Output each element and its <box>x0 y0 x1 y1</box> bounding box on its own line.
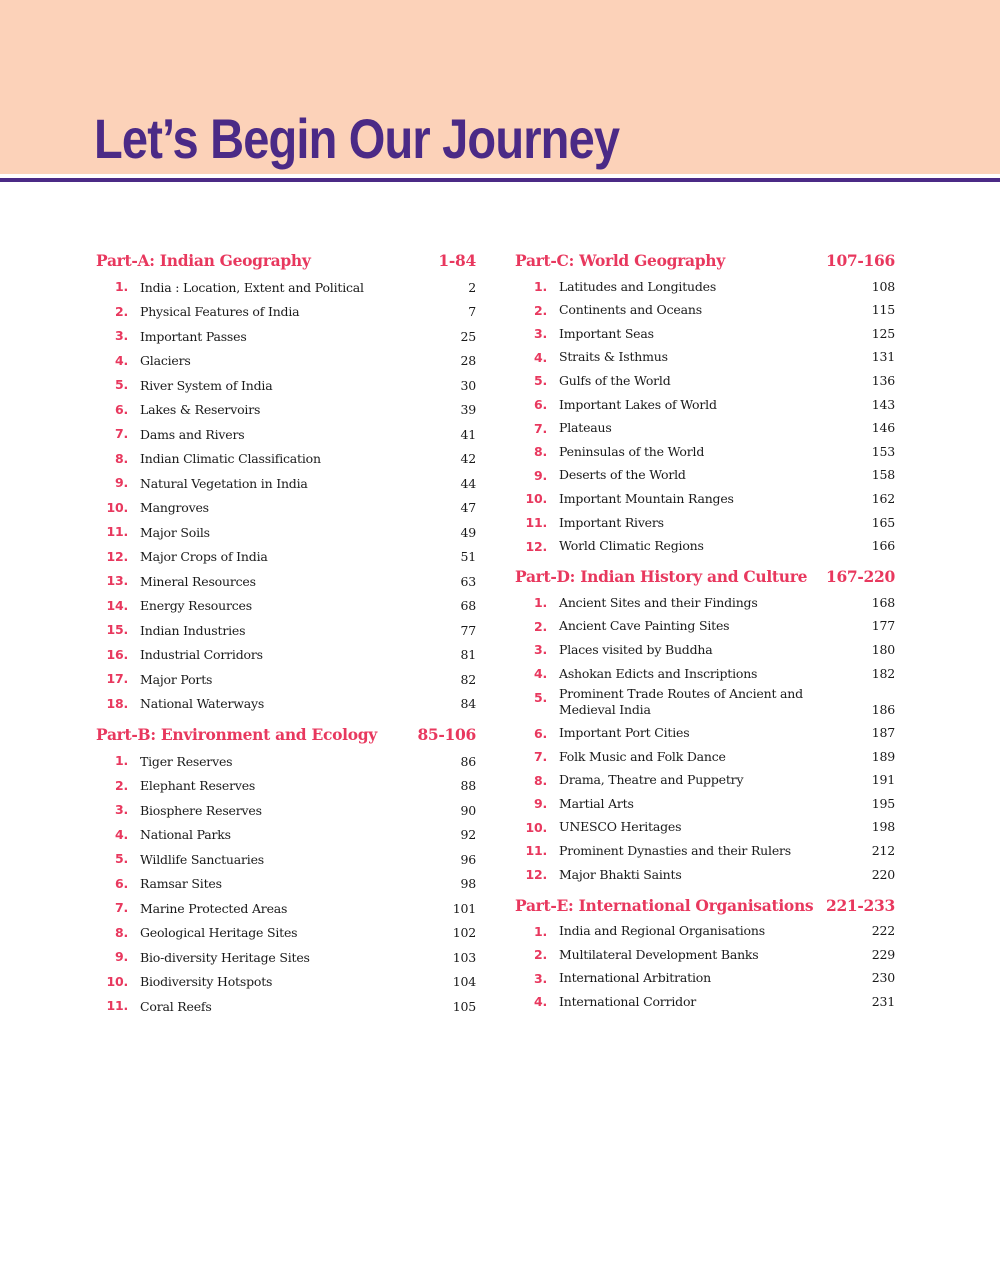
entry-page-number: 177 <box>871 618 895 634</box>
toc-entry[interactable] <box>96 847 476 872</box>
page-title: Let’s Begin Our Journey <box>94 107 620 170</box>
toc-entry[interactable] <box>515 369 895 393</box>
entry-number: 12. <box>106 548 128 564</box>
entry-number: 3. <box>533 970 547 986</box>
entry-page-number: 81 <box>460 647 476 662</box>
toc-entry[interactable] <box>515 769 895 793</box>
toc-entry[interactable] <box>515 863 895 887</box>
toc-entry[interactable] <box>96 643 476 668</box>
entry-page-number: 146 <box>871 420 895 436</box>
entry-number: 6. <box>114 875 128 891</box>
toc-entry[interactable] <box>515 990 895 1014</box>
entry-number: 5. <box>533 373 547 389</box>
entry-number: 11. <box>525 514 547 530</box>
part-heading[interactable] <box>96 250 476 272</box>
entry-page-number: 105 <box>452 998 476 1014</box>
entry-page-number: 63 <box>460 573 476 589</box>
entry-page-number: 195 <box>871 795 895 811</box>
entry-page-number: 30 <box>460 377 476 393</box>
entry-title: National Parks <box>140 827 231 842</box>
entry-number: 18. <box>106 695 128 711</box>
entry-title: Peninsulas of the World <box>559 443 705 459</box>
toc-entry[interactable] <box>515 464 895 488</box>
entry-title: Continents and Oceans <box>559 302 702 318</box>
entry-number: 2. <box>114 303 128 319</box>
entry-page-number: 229 <box>871 946 895 962</box>
entry-title: Ramsar Sites <box>140 876 222 891</box>
toc-entry[interactable] <box>515 591 895 615</box>
toc-part <box>96 250 476 716</box>
entry-title: Folk Music and Folk Dance <box>559 748 726 764</box>
toc-entry[interactable] <box>515 322 895 346</box>
entry-page-number: 49 <box>460 524 476 540</box>
entry-page-number: 86 <box>460 753 476 769</box>
toc-entry[interactable] <box>515 839 895 863</box>
toc-entry[interactable] <box>96 569 476 594</box>
entry-title: Martial Arts <box>559 795 634 811</box>
entry-number: 1. <box>114 753 128 768</box>
entry-number: 17. <box>106 671 128 686</box>
entry-number: 8. <box>114 924 128 940</box>
entry-title: Marine Protected Areas <box>140 900 288 916</box>
entry-number: 12. <box>525 538 547 554</box>
entry-title: Prominent Trade Routes of Ancient and Medieval India <box>559 685 803 717</box>
entry-title: Major Crops of India <box>140 549 268 564</box>
toc-entry[interactable] <box>96 373 476 398</box>
entry-page-number: 42 <box>460 451 476 466</box>
entry-title: Tiger Reserves <box>140 753 233 769</box>
entry-number: 3. <box>114 328 128 343</box>
entry-page-number: 7 <box>468 304 476 319</box>
toc-entry[interactable] <box>515 440 895 464</box>
entry-page-number: 2 <box>468 279 476 295</box>
part-page-range: 221-233 <box>825 895 895 915</box>
entry-page-number: 231 <box>871 994 895 1010</box>
entry-number: 10. <box>106 499 128 515</box>
toc-entry[interactable] <box>96 994 476 1019</box>
toc-entry[interactable] <box>96 594 476 619</box>
entry-page-number: 143 <box>871 396 895 412</box>
entry-number: 3. <box>114 802 128 817</box>
entry-title: Multilateral Development Banks <box>559 946 759 962</box>
entry-number: 12. <box>525 867 547 883</box>
entry-number: 7. <box>114 426 128 441</box>
toc-entry[interactable] <box>96 921 476 946</box>
toc-entry[interactable] <box>96 545 476 570</box>
toc-entry[interactable] <box>515 662 895 686</box>
entry-page-number: 104 <box>452 974 476 989</box>
entry-number: 11. <box>525 843 547 859</box>
entry-title: Latitudes and Longitudes <box>559 278 717 294</box>
toc-entry[interactable] <box>515 487 895 511</box>
entry-page-number: 131 <box>871 349 895 365</box>
entry-number: 10. <box>106 973 128 989</box>
entry-number: 9. <box>114 949 128 964</box>
entry-number: 4. <box>533 665 547 681</box>
entry-title: Indian Industries <box>140 622 246 638</box>
entry-title: Mineral Resources <box>140 573 256 589</box>
entry-title: Plateaus <box>559 420 612 436</box>
entry-number: 4. <box>533 349 547 365</box>
entry-page-number: 98 <box>460 876 476 891</box>
entry-title: Biodiversity Hotspots <box>140 974 273 989</box>
entry-title: Lakes & Reservoirs <box>140 402 261 417</box>
toc-entry[interactable] <box>515 920 895 944</box>
entry-page-number: 158 <box>871 467 895 483</box>
entry-page-number: 108 <box>871 278 895 294</box>
toc-entry[interactable] <box>96 447 476 472</box>
entry-number: 6. <box>533 725 547 741</box>
entry-title: Ancient Cave Painting Sites <box>559 618 730 634</box>
entry-page-number: 230 <box>871 970 895 986</box>
toc-entry[interactable] <box>96 872 476 897</box>
entry-number: 7. <box>114 900 128 915</box>
toc-entry[interactable] <box>515 943 895 967</box>
toc-entry[interactable] <box>515 967 895 991</box>
toc-entry[interactable] <box>515 393 895 417</box>
part-page-range: 167-220 <box>825 567 895 587</box>
entry-title: Biosphere Reserves <box>140 802 262 818</box>
entry-number: 9. <box>114 475 128 490</box>
entry-number: 14. <box>106 597 128 613</box>
entry-number: 2. <box>533 618 547 634</box>
entry-page-number: 153 <box>871 443 895 459</box>
entry-number: 10. <box>525 819 547 835</box>
entry-page-number: 191 <box>871 772 895 788</box>
part-title: Part-A: Indian Geography <box>96 251 311 270</box>
entry-number: 6. <box>533 396 547 412</box>
entry-number: 4. <box>114 826 128 842</box>
toc-part <box>96 724 476 1019</box>
part-heading[interactable] <box>515 566 895 588</box>
entry-number: 4. <box>533 994 547 1010</box>
entry-title: Prominent Dynasties and their Rulers <box>559 843 792 859</box>
entry-page-number: 103 <box>452 949 476 965</box>
entry-number: 8. <box>114 450 128 466</box>
entry-title: Dams and Rivers <box>140 426 245 442</box>
entry-title: Important Lakes of World <box>559 396 717 412</box>
entry-page-number: 101 <box>452 900 476 916</box>
entry-number: 1. <box>533 279 547 294</box>
toc-entry[interactable] <box>96 471 476 496</box>
toc-entry[interactable] <box>96 774 476 799</box>
entry-page-number: 77 <box>460 622 476 638</box>
toc-entry[interactable] <box>515 275 895 299</box>
entry-title: River System of India <box>140 377 273 393</box>
toc-entry[interactable] <box>515 299 895 323</box>
entry-title: Deserts of the World <box>559 467 686 483</box>
entry-title: Ashokan Edicts and Inscriptions <box>559 665 758 681</box>
toc-entry[interactable] <box>515 722 895 746</box>
entry-page-number: 28 <box>460 353 476 368</box>
part-title: Part-C: World Geography <box>515 251 725 270</box>
entry-title: Elephant Reserves <box>140 778 256 793</box>
entry-title: Coral Reefs <box>140 998 212 1014</box>
toc-entry[interactable] <box>96 618 476 643</box>
toc-entry[interactable] <box>515 535 895 559</box>
entry-page-number: 39 <box>460 402 476 417</box>
entry-title: Glaciers <box>140 353 191 368</box>
entry-number: 5. <box>114 377 128 392</box>
entry-title: Major Soils <box>140 524 210 540</box>
part-title: Part-D: Indian History and Culture <box>515 567 808 587</box>
entry-page-number: 186 <box>871 701 895 717</box>
entry-number: 4. <box>114 352 128 368</box>
entry-title: India : Location, Extent and Political <box>140 279 364 295</box>
entry-page-number: 96 <box>460 851 476 867</box>
part-page-range: 1-84 <box>438 251 476 270</box>
entry-title: International Corridor <box>559 994 697 1010</box>
entry-number: 13. <box>106 573 128 588</box>
entry-title: Important Rivers <box>559 514 664 530</box>
part-page-range: 107-166 <box>825 251 895 270</box>
toc-entry[interactable] <box>515 615 895 639</box>
entry-page-number: 180 <box>871 641 895 657</box>
entry-number: 2. <box>533 302 547 318</box>
part-title: Part-B: Environment and Ecology <box>96 725 378 744</box>
entry-page-number: 136 <box>871 372 895 388</box>
entry-number: 3. <box>533 642 547 658</box>
toc-entry[interactable] <box>515 686 895 722</box>
entry-number: 16. <box>106 646 128 662</box>
entry-page-number: 198 <box>871 819 895 835</box>
entry-title: Important Port Cities <box>559 725 690 741</box>
entry-number: 2. <box>533 947 547 963</box>
toc-entry[interactable] <box>96 823 476 848</box>
toc-entry[interactable] <box>96 275 476 300</box>
toc-entry[interactable] <box>96 970 476 995</box>
entry-page-number: 166 <box>871 538 895 554</box>
toc-entry[interactable] <box>96 945 476 970</box>
entry-page-number: 189 <box>871 748 895 764</box>
entry-number: 7. <box>533 749 547 765</box>
entry-title: Geological Heritage Sites <box>140 925 298 940</box>
entry-title: Important Mountain Ranges <box>559 490 734 506</box>
entry-page-number: 92 <box>460 827 476 842</box>
toc-entry[interactable] <box>96 896 476 921</box>
entry-number: 11. <box>106 998 128 1013</box>
entry-title: Drama, Theatre and Puppetry <box>559 772 744 788</box>
toc-right-column <box>515 250 895 1022</box>
toc-entry[interactable] <box>515 816 895 840</box>
toc-entry[interactable] <box>96 520 476 545</box>
entry-title: Energy Resources <box>140 598 252 613</box>
entry-page-number: 82 <box>460 671 476 687</box>
title-divider <box>0 178 1000 182</box>
entry-number: 9. <box>533 796 547 812</box>
entry-title: Physical Features of India <box>140 304 300 319</box>
part-page-range: 85-106 <box>417 725 476 744</box>
entry-page-number: 220 <box>871 866 895 882</box>
entry-number: 6. <box>114 401 128 417</box>
toc-entry[interactable] <box>515 511 895 535</box>
entry-number: 8. <box>533 772 547 788</box>
entry-number: 3. <box>533 326 547 342</box>
entry-number: 1. <box>114 279 128 294</box>
entry-number: 10. <box>525 491 547 507</box>
entry-title: Major Bhakti Saints <box>559 866 682 882</box>
entry-page-number: 90 <box>460 802 476 818</box>
entry-title: Places visited by Buddha <box>559 641 713 657</box>
part-heading[interactable] <box>515 250 895 272</box>
entry-title: Natural Vegetation in India <box>140 475 308 491</box>
entry-number: 5. <box>114 851 128 866</box>
entry-page-number: 68 <box>460 598 476 613</box>
entry-number: 1. <box>533 595 547 611</box>
entry-title: Mangroves <box>140 500 209 515</box>
entry-title: UNESCO Heritages <box>559 819 682 835</box>
entry-number: 1. <box>533 923 547 939</box>
toc-part <box>515 250 895 558</box>
entry-page-number: 44 <box>460 475 476 491</box>
toc-entry[interactable] <box>96 398 476 423</box>
entry-title: National Waterways <box>140 696 265 711</box>
toc-entry[interactable] <box>96 692 476 717</box>
entry-title: Straits & Isthmus <box>559 349 668 365</box>
entry-title: Gulfs of the World <box>559 372 671 388</box>
toc-entry[interactable] <box>96 749 476 774</box>
entry-page-number: 222 <box>871 923 895 939</box>
toc-entry[interactable] <box>96 496 476 521</box>
entry-title: Wildlife Sanctuaries <box>140 851 264 867</box>
toc-entry[interactable] <box>96 798 476 823</box>
toc-entry[interactable] <box>96 422 476 447</box>
entry-number: 7. <box>533 420 547 436</box>
toc-left-column <box>96 250 476 1027</box>
toc-entry[interactable] <box>515 638 895 662</box>
entry-page-number: 125 <box>871 325 895 341</box>
toc-entry[interactable] <box>96 300 476 325</box>
toc-entry[interactable] <box>515 346 895 370</box>
entry-number: 15. <box>106 622 128 637</box>
toc-entry[interactable] <box>515 745 895 769</box>
entry-page-number: 84 <box>460 696 476 711</box>
entry-page-number: 51 <box>460 549 476 564</box>
entry-page-number: 102 <box>452 925 476 940</box>
entry-number: 11. <box>106 524 128 539</box>
entry-page-number: 168 <box>871 594 895 610</box>
toc-entry[interactable] <box>96 324 476 349</box>
entry-number: 2. <box>114 777 128 793</box>
entry-page-number: 165 <box>871 514 895 530</box>
toc-entry[interactable] <box>96 349 476 374</box>
toc-part <box>515 566 895 887</box>
toc-entry[interactable] <box>515 417 895 441</box>
entry-page-number: 47 <box>460 500 476 515</box>
part-title: Part-E: International Organisations <box>515 895 814 915</box>
toc-entry[interactable] <box>515 792 895 816</box>
entry-number: 9. <box>533 467 547 483</box>
entry-title: Important Passes <box>140 328 247 344</box>
entry-page-number: 88 <box>460 778 476 793</box>
entry-title: India and Regional Organisations <box>559 923 765 939</box>
entry-title: Important Seas <box>559 325 654 341</box>
entry-page-number: 25 <box>460 328 476 344</box>
entry-title: Major Ports <box>140 671 213 687</box>
entry-title: Bio-diversity Heritage Sites <box>140 949 310 965</box>
entry-title: Ancient Sites and their Findings <box>559 594 758 610</box>
entry-page-number: 187 <box>871 725 895 741</box>
entry-title: Industrial Corridors <box>140 647 263 662</box>
entry-number: 5. <box>533 689 547 705</box>
entry-page-number: 162 <box>871 490 895 506</box>
entry-title: International Arbitration <box>559 970 711 986</box>
part-heading[interactable] <box>515 895 895 917</box>
entry-title: Indian Climatic Classification <box>140 451 321 466</box>
entry-title: World Climatic Regions <box>559 538 704 554</box>
entry-page-number: 115 <box>871 302 895 318</box>
toc-entry[interactable] <box>96 667 476 692</box>
entry-page-number: 182 <box>871 665 895 681</box>
part-heading[interactable] <box>96 724 476 746</box>
entry-number: 8. <box>533 444 547 460</box>
toc-part <box>515 895 895 1014</box>
entry-page-number: 212 <box>871 843 895 859</box>
entry-page-number: 41 <box>460 426 476 442</box>
